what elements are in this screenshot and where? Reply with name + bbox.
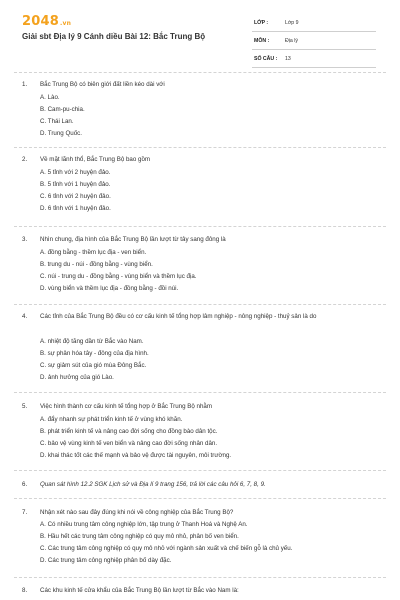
- option-a: A. Lào.: [40, 94, 60, 101]
- question-number: 8.: [22, 587, 28, 594]
- option-b: B. 5 tỉnh với 1 huyện đảo.: [40, 181, 111, 188]
- question-text: Các tỉnh của Bắc Trung Bộ đều có cơ cấu kinh tế tổng hợp lâm nghiệp - nông nghiệp - thuỷ sản là do: [40, 313, 317, 320]
- option-b: B. Cam-pu-chia.: [40, 106, 85, 113]
- meta-label: LỚP :: [254, 20, 269, 26]
- option-a: A. 5 tỉnh với 2 huyện đảo.: [40, 169, 111, 176]
- divider: [14, 392, 386, 393]
- option-c: C. núi - trung du - đồng bằng - vùng biển và thềm lục địa.: [40, 273, 197, 280]
- option-a: A. đẩy nhanh sự phát triển kinh tế ở vùng khó khăn.: [40, 416, 183, 423]
- option-d: D. Trung Quốc.: [40, 130, 82, 137]
- option-c: C. Thái Lan.: [40, 118, 74, 125]
- document-title: Giải sbt Địa lý 9 Cánh diều Bài 12: Bắc Trung Bộ: [22, 32, 206, 41]
- divider: [14, 470, 386, 471]
- option-c: C. Các trung tâm công nghiệp có quy mô nhỏ với ngành sản xuất và chế biến gỗ là chủ yếu.: [40, 545, 293, 552]
- question-number: 3.: [22, 236, 28, 243]
- option-d: D. vùng biển và thềm lục địa - đồng bằng - đồi núi.: [40, 285, 179, 292]
- option-c: C. 6 tỉnh với 2 huyện đảo.: [40, 193, 111, 200]
- divider: [14, 72, 386, 73]
- meta-label: MÔN :: [254, 38, 270, 44]
- divider: [14, 498, 386, 499]
- site-logo[interactable]: [22, 14, 71, 29]
- meta-row-grade: [252, 14, 376, 32]
- meta-label: SỐ CÂU :: [254, 56, 278, 62]
- meta-row-question-count: [252, 50, 376, 68]
- document-header: [0, 0, 400, 68]
- divider: [14, 304, 386, 305]
- option-d: D. khai thác tốt các thế mạnh và bảo vệ được tài nguyên, môi trường.: [40, 452, 232, 459]
- option-a: A. Có nhiều trung tâm công nghiệp lớn, tập trung ở Thanh Hoá và Nghệ An.: [40, 521, 248, 528]
- option-c: C. bảo vệ vùng kinh tế ven biển và nâng cao đời sống nhân dân.: [40, 440, 218, 447]
- option-d: D. 6 tỉnh với 1 huyện đảo.: [40, 205, 111, 212]
- divider: [14, 577, 386, 578]
- divider: [14, 226, 386, 227]
- question-text: Nhìn chung, địa hình của Bắc Trung Bộ lần lượt từ tây sang đông là: [40, 236, 226, 243]
- option-b: B. sự phân hóa tây - đông của địa hình.: [40, 350, 149, 357]
- question-number: 2.: [22, 156, 28, 163]
- logo-sub: .vn: [59, 20, 72, 27]
- question-number: 4.: [22, 313, 28, 320]
- divider: [14, 147, 386, 148]
- option-b: B. Hầu hết các trung tâm công nghiệp có quy mô nhỏ, phân bố ven biển.: [40, 533, 239, 540]
- question-number: 5.: [22, 403, 28, 410]
- question-text: Bắc Trung Bộ có biên giới đất liền kéo dài với: [40, 81, 165, 88]
- option-a: A. đồng bằng - thềm lục địa - ven biển.: [40, 249, 147, 256]
- question-number: 7.: [22, 509, 28, 516]
- meta-value: Địa lý: [285, 38, 298, 44]
- meta-value: 13: [285, 56, 291, 62]
- question-text: Nhận xét nào sau đây đúng khi nói về công nghiệp của Bắc Trung Bộ?: [40, 509, 234, 516]
- meta-row-subject: [252, 32, 376, 50]
- question-number: 6.: [22, 481, 28, 488]
- question-number: 1.: [22, 81, 28, 88]
- question-text: Quan sát hình 12.2 SGK Lịch sử và Địa lí 9 trang 156, trả lời các câu hỏi 6, 7, 8, 9.: [40, 481, 266, 488]
- option-c: C. sự giảm sút của gió mùa Đông Bắc.: [40, 362, 147, 369]
- meta-value: Lớp 9: [285, 20, 299, 26]
- option-d: D. Các trung tâm công nghiệp phân bố dày đặc.: [40, 557, 172, 564]
- option-b: B. trung du - núi - đồng bằng - vùng biển.: [40, 261, 153, 268]
- question-text: Việc hình thành cơ cấu kinh tế tổng hợp ở Bắc Trung Bộ nhằm: [40, 403, 213, 410]
- option-a: A. nhiệt độ tăng dần từ Bắc vào Nam.: [40, 338, 144, 345]
- question-text: Về mặt lãnh thổ, Bắc Trung Bộ bao gồm: [40, 156, 151, 163]
- option-b: B. phát triển kinh tế và nâng cao đời sống cho đồng bào dân tộc.: [40, 428, 218, 435]
- logo-main: 2048: [22, 14, 59, 29]
- option-d: D. ảnh hưởng của gió Lào.: [40, 374, 114, 381]
- question-text: Các khu kinh tế cửa khẩu của Bắc Trung Bộ lần lượt từ Bắc vào Nam là:: [40, 587, 239, 594]
